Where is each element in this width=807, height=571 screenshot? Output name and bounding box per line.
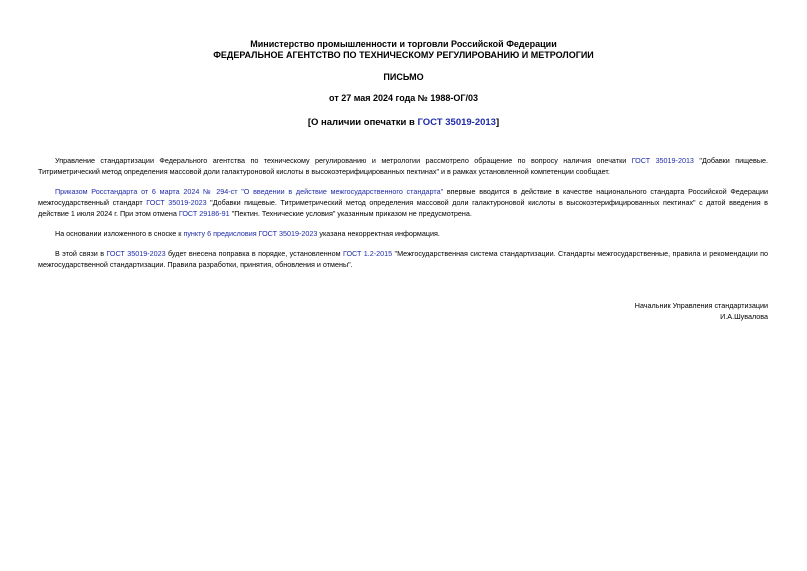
signature-name: И.А.Шувалова: [720, 312, 768, 321]
paragraph-1: [38, 155, 768, 177]
p4-gost-1-2-link[interactable]: ГОСТ 1.2-2015: [342, 249, 393, 258]
p4-gost-2023-link[interactable]: ГОСТ 35019-2023: [106, 249, 166, 258]
document-subject: [0, 117, 807, 128]
p2-text-2: "Добавки пищевые. Титриметрический метод определения массовой доли галактуроновой кислоты в высокоэтерифицированных пектинах" с датой введения в действие 1 июля 2024 г. При этом отмена: [38, 198, 768, 218]
signature-title: Начальник Управления стандартизации: [634, 301, 768, 310]
subject-suffix: ]: [495, 117, 500, 128]
p1-gost-link[interactable]: ГОСТ 35019-2013: [631, 156, 694, 165]
p2-text-3: "Пектин. Технические условия" указанным приказом не предусмотрена.: [229, 209, 472, 218]
p2-order-link[interactable]: Приказом Росстандарта от 6 марта 2024 № 294-ст "О введении в действие межгосударственного стандарта": [55, 187, 444, 196]
p4-text-2: будет внесена поправка в порядке, установленном: [165, 249, 343, 258]
p1-text-1: Управление стандартизации Федерального агентства по техническому регулированию и метрологии рассмотрело обращение по вопросу наличия опечатки: [55, 156, 632, 165]
document-type: ПИСЬМО: [383, 72, 424, 82]
paragraph-2: [38, 186, 768, 219]
document-date-number: от 27 мая 2024 года № 1988-ОГ/03: [329, 93, 478, 103]
p4-text-3: "Межгосударственная система стандартизации. Стандарты межгосударственные, правила и рекомендации по межгосударственной стандартизации. Правила разработки, принятия, обновления и отмены".: [38, 249, 768, 269]
p2-gost-2023-link[interactable]: ГОСТ 35019-2023: [146, 198, 207, 207]
subject-gost-link[interactable]: ГОСТ 35019-2013: [417, 117, 496, 128]
p2-gost-29186-link[interactable]: ГОСТ 29186-91: [178, 209, 230, 218]
p3-text-2: указана некорректная информация.: [317, 229, 440, 238]
p4-text-1: В этой связи в: [55, 249, 107, 258]
subject-prefix: [О наличии опечатки в: [307, 117, 418, 128]
p3-text-1: На основании изложенного в сноске к: [55, 229, 184, 238]
paragraph-4: [38, 248, 768, 270]
p2-text-1: впервые вводится в действие в качестве национального стандарта Российской Федерации межгосударственный стандарт: [38, 187, 768, 207]
p1-text-2: "Добавки пищевые. Титриметрический метод определения массовой доли галактуроновой кислоты в высокоэтерифицированных пектинах" и в рамках установленной компетенции сообщает.: [38, 156, 768, 176]
paragraph-3: [38, 228, 768, 239]
ministry-name: Министерство промышленности и торговли Российской Федерации: [250, 39, 557, 49]
p3-preface-link[interactable]: пункту 6 предисловия ГОСТ 35019-2023: [183, 229, 318, 238]
agency-name: ФЕДЕРАЛЬНОЕ АГЕНТСТВО ПО ТЕХНИЧЕСКОМУ РЕГУЛИРОВАНИЮ И МЕТРОЛОГИИ: [213, 50, 594, 60]
